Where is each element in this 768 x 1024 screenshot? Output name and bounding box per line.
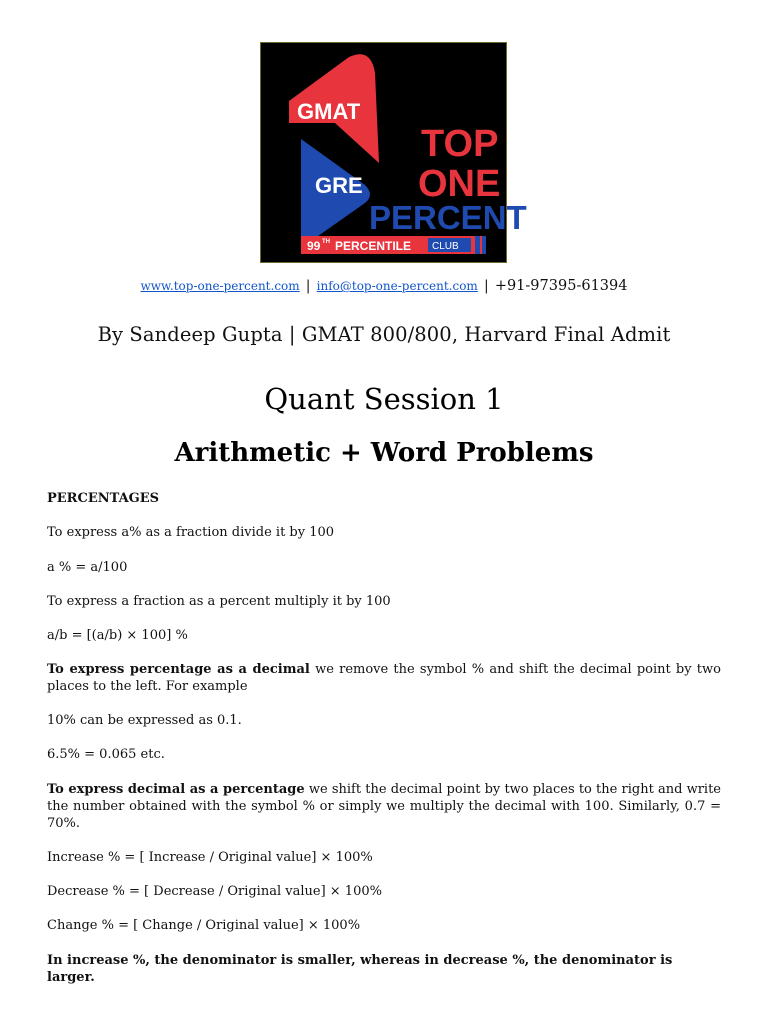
logo-99-text: 99 [307, 239, 321, 253]
bold-lead: To express percentage as a decimal [47, 662, 310, 677]
paragraph-text: we shift the decimal point by two places to the right and write the number obtained with the symbol % or simply we multiply the decimal with 100. Similarly, 0.7 = 70%. [47, 782, 721, 831]
logo-graphic [261, 43, 527, 262]
logo-gmat-text: GMAT [297, 99, 361, 124]
paragraph-decimal-to-percentage [47, 781, 721, 832]
logo-banner-stripe [475, 236, 480, 254]
bold-note: In increase %, the denominator is smaller, whereas in decrease %, the denominator is larger. [47, 953, 673, 985]
paragraph: a/b = [(a/b) × 100] % [47, 628, 188, 643]
paragraph: 10% can be expressed as 0.1. [47, 713, 242, 728]
paragraph: To express a% as a fraction divide it by 100 [47, 525, 335, 540]
paragraph: Change % = [ Change / Original value] × 100% [47, 918, 361, 933]
paragraph: Increase % = [ Increase / Original value] × 100% [47, 850, 373, 865]
paragraph: To express a fraction as a percent multiply it by 100 [47, 594, 391, 609]
logo-gre-text: GRE [315, 173, 363, 198]
logo-percentile-text: PERCENTILE [335, 239, 412, 253]
logo-percent-text: PERCENT [369, 199, 527, 236]
paragraph: Decrease % = [ Decrease / Original value] × 100% [47, 884, 382, 899]
email-link[interactable]: info@top-one-percent.com [316, 279, 478, 293]
document-subtitle: Arithmetic + Word Problems [174, 438, 594, 468]
website-link[interactable]: www.top-one-percent.com [140, 279, 300, 293]
section-heading: PERCENTAGES [47, 491, 160, 506]
paragraph-percentage-to-decimal [47, 661, 721, 695]
logo-club-text: CLUB [432, 241, 459, 252]
bold-lead: To express decimal as a percentage [47, 782, 305, 797]
phone-number: +91-97395-61394 [494, 278, 628, 294]
paragraph: 6.5% = 0.065 etc. [47, 747, 165, 762]
contact-separator-2: | [483, 278, 489, 294]
top-one-percent-logo [261, 43, 527, 262]
logo-banner-stripe-2 [482, 236, 486, 254]
document-title: Quant Session 1 [264, 382, 504, 416]
paragraph: a % = a/100 [47, 560, 128, 575]
logo-top-text: TOP [421, 123, 499, 165]
contact-separator: | [305, 278, 311, 294]
author-byline: By Sandeep Gupta | GMAT 800/800, Harvard Final Admit [97, 323, 671, 346]
logo-one-text: ONE [418, 163, 501, 205]
contact-line [0, 278, 768, 294]
paragraph-text: we remove the symbol % and shift the decimal point by two places to the left. For example [47, 662, 721, 694]
logo-th-text: TH [322, 239, 330, 245]
